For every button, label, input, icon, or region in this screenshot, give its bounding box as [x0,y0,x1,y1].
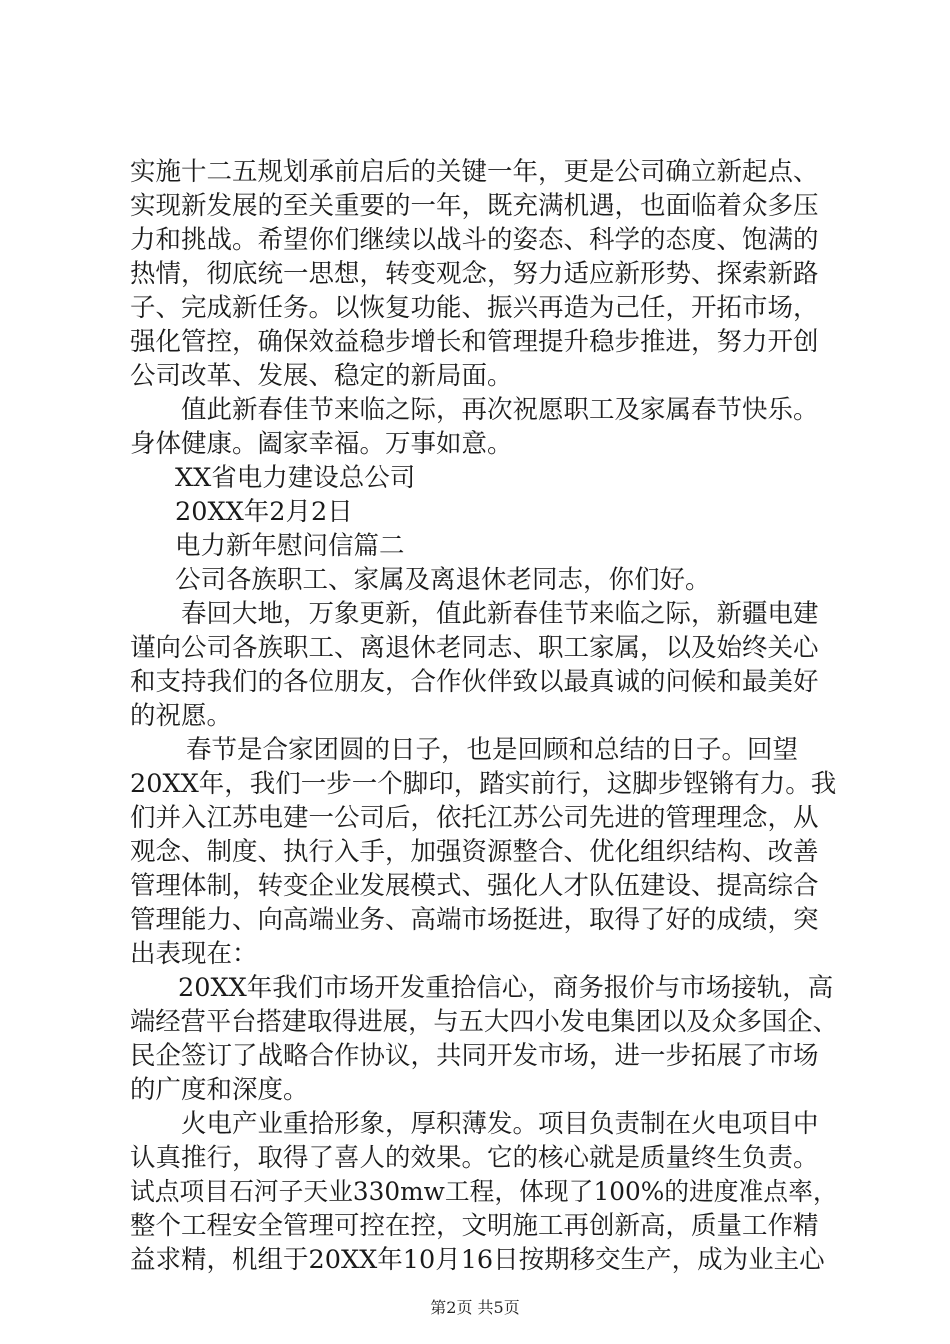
text-line: 和支持我们的各位朋友，合作伙伴致以最真诚的问候和最美好 [130,667,819,697]
text-line: 力和挑战。希望你们继续以战斗的姿态、科学的态度、饱满的 [130,225,819,255]
text-line: 试点项目石河子天业330mw工程，体现了100%的进度准点率， [130,1177,838,1206]
text-line: 的广度和深度。 [130,1075,309,1105]
text-line: 民企签订了战略合作协议，共同开发市场，进一步拓展了市场 [130,1041,819,1071]
text-line: 20XX年我们市场开发重拾信心，商务报价与市场接轨，高 [178,973,834,1003]
text-line: 认真推行，取得了喜人的效果。它的核心就是质量终生负责。 [130,1143,819,1173]
text-line: 的祝愿。 [130,701,233,731]
text-line: 子、完成新任务。以恢复功能、振兴再造为己任，开拓市场， [130,293,819,323]
text-line: 实施十二五规划承前启后的关键一年，更是公司确立新起点、 [130,157,819,187]
text-line: 春节是合家团圆的日子，也是回顾和总结的日子。回望 [186,735,799,765]
text-line: 出表现在： [130,939,258,969]
page-number-footer: 第2页 共5页 [430,1298,520,1317]
text-line: 身体健康。阖家幸福。万事如意。 [130,429,513,459]
text-line: 强化管控，确保效益稳步增长和管理提升稳步推进，努力开创 [130,327,819,357]
text-line: 管理体制，转变企业发展模式、强化人才队伍建设、提高综合 [130,871,819,901]
text-line: 们并入江苏电建一公司后，依托江苏公司先进的管理理念，从 [130,803,819,833]
text-line: 端经营平台搭建取得进展，与五大四小发电集团以及众多国企、 [130,1007,838,1036]
signature-organization: XX省电力建设总公司 [175,463,416,493]
text-line: 值此新春佳节来临之际，再次祝愿职工及家属春节快乐。 [181,395,819,425]
text-line: 20XX年，我们一步一个脚印，踏实前行，这脚步铿锵有力。我 [130,769,837,799]
salutation: 公司各族职工、家属及离退休老同志，你们好。 [175,565,711,595]
text-line: 实现新发展的至关重要的一年，既充满机遇，也面临着众多压 [130,191,819,221]
signature-date: 20XX年2月2日 [175,497,353,527]
text-line: 公司改革、发展、稳定的新局面。 [130,361,513,391]
text-line: 春回大地，万象更新，值此新春佳节来临之际，新疆电建 [181,599,819,629]
text-line: 益求精，机组于20XX年10月16日按期移交生产，成为业主心 [130,1245,825,1275]
text-line: 管理能力、向高端业务、高端市场挺进，取得了好的成绩，突 [130,905,819,935]
section-title: 电力新年慰问信篇二 [175,531,405,561]
text-line: 谨向公司各族职工、离退休老同志、职工家属，以及始终关心 [130,633,819,663]
text-line: 热情，彻底统一思想，转变观念，努力适应新形势、探索新路 [130,259,819,289]
text-line: 观念、制度、执行入手，加强资源整合、优化组织结构、改善 [130,837,819,867]
text-line: 整个工程安全管理可控在控，文明施工再创新高，质量工作精 [130,1211,819,1241]
text-line: 火电产业重拾形象，厚积薄发。项目负责制在火电项目中 [181,1109,819,1139]
